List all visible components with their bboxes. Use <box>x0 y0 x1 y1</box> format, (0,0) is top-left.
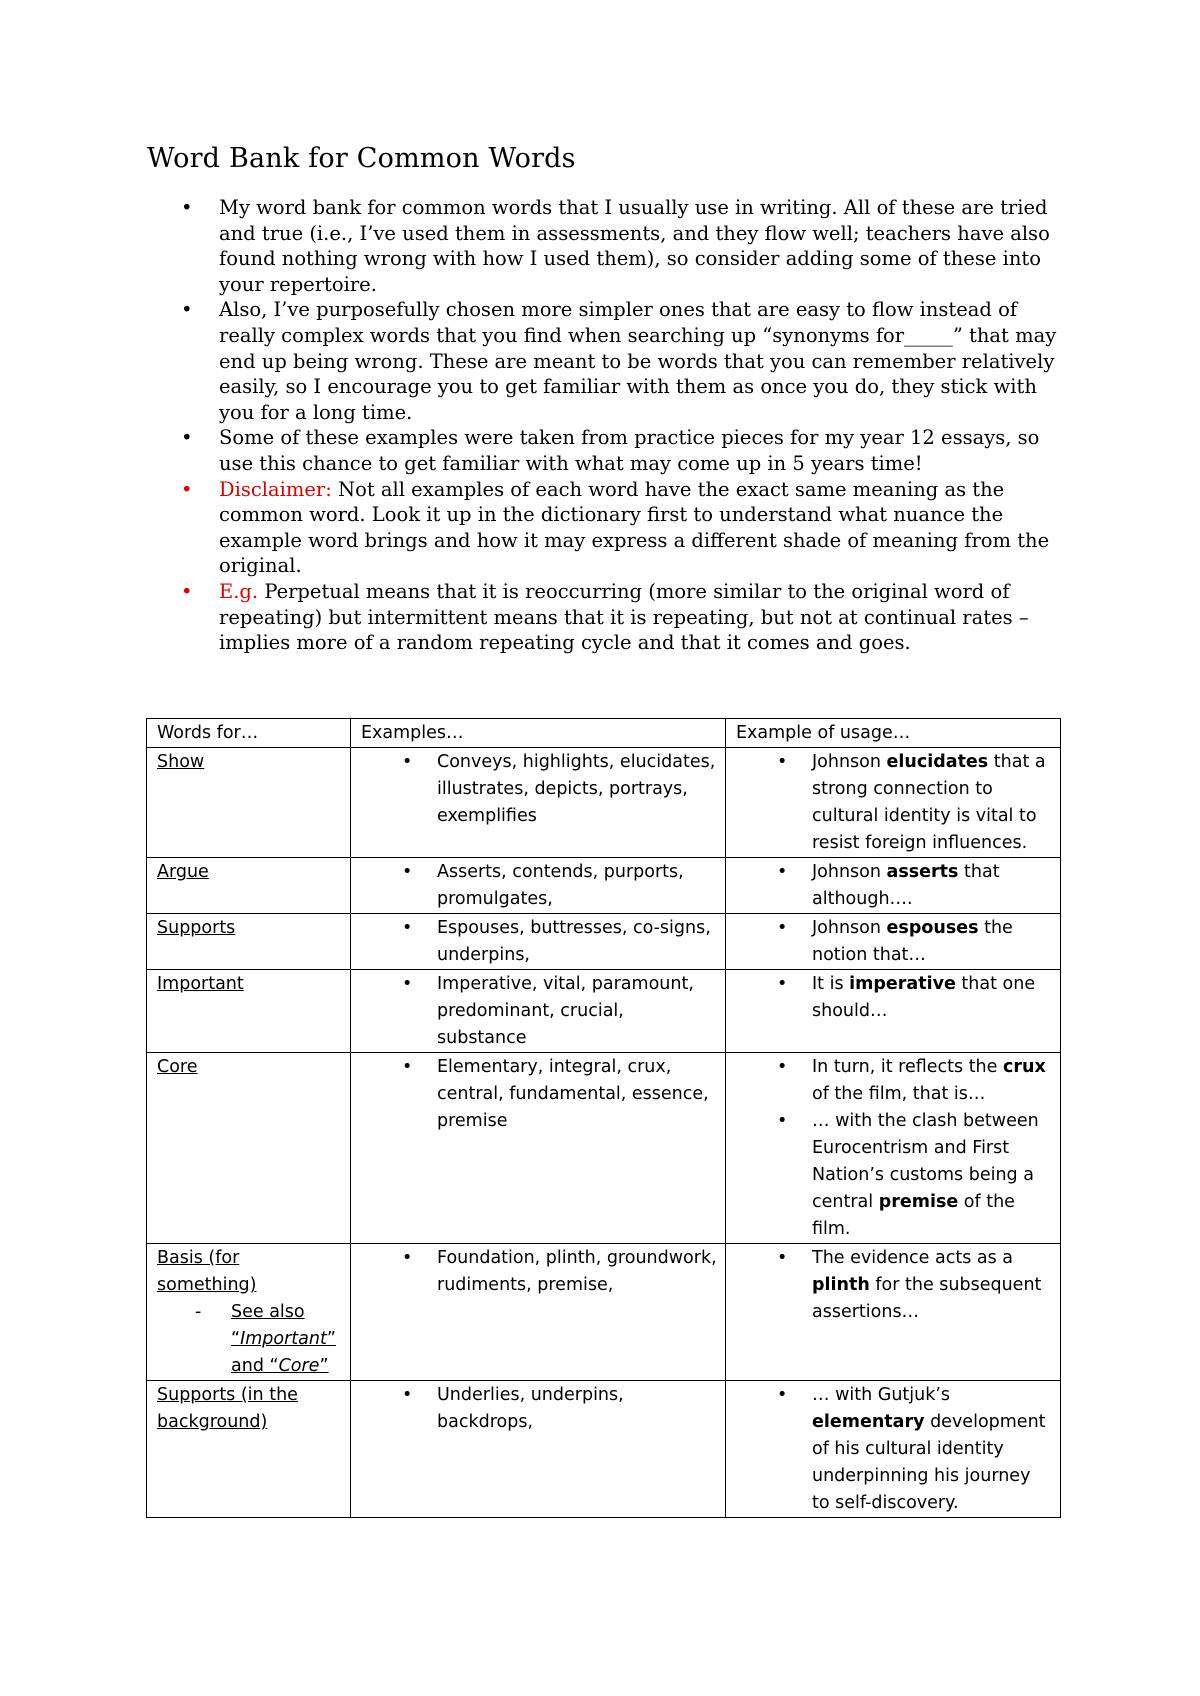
word-label: Core <box>157 1057 198 1077</box>
example-item <box>361 859 717 913</box>
word-label: Show <box>157 752 205 772</box>
examples-list <box>361 1054 717 1135</box>
usage-list <box>736 1054 1052 1243</box>
usage-item: • Johnson asserts that although…. <box>736 859 1052 913</box>
usage-item: • The evidence acts as a plinth for the subsequent assertions… <box>736 1245 1052 1326</box>
bullet-text: Also, I’ve purposefully chosen more simpler ones that are easy to flow instead of really complex words that you find when searching up “synonyms for_____” that may end up being wrong. These are meant to be words that you can remember relatively easily, so I encourage you to get familiar with them as once you do, they stick with you for a long time. <box>219 298 1057 424</box>
bullet-marker: • <box>777 1057 788 1077</box>
see-also-ref: Core <box>278 1356 320 1376</box>
bullet-marker: • <box>181 298 193 322</box>
bullet-marker: • <box>777 918 788 938</box>
table-row <box>147 748 1061 858</box>
examples-cell <box>351 748 726 858</box>
usage-list <box>736 915 1052 969</box>
bullet-text: Some of these examples were taken from practice pieces for my year 12 essays, so use this chance to get familiar with what may come up in 5 years time! <box>219 426 1040 475</box>
bullet-marker: • <box>777 862 788 882</box>
example-text: Underlies, underpins, backdrops, <box>437 1385 624 1432</box>
bullet-text: My word bank for common words that I usually use in writing. All of these are tried and true (i.e., I’ve used them in assessments, and they flow well; teachers have also found nothing wrong with how I used them), so consider adding some of these into your repertoire. <box>219 196 1050 296</box>
bullet-text: Not all examples of each word have the exact same meaning as the common word. Look it up in the dictionary first to understand what nuance the example word brings and how it may express a different shade of meaning from the original. <box>219 477 1050 578</box>
bullet-marker: • <box>181 196 193 219</box>
bullet-marker: • <box>777 1248 788 1268</box>
bullet-marker: • <box>181 426 193 450</box>
usage-list <box>736 1382 1052 1517</box>
header-examples: Examples… <box>351 719 726 748</box>
usage-item: • Johnson elucidates that a strong connection to cultural identity is vital to resist foreign influences. <box>736 749 1052 857</box>
examples-list <box>361 1245 717 1299</box>
usage-cell <box>726 1244 1061 1381</box>
intro-bullet-list <box>147 195 1067 656</box>
examples-cell <box>351 914 726 970</box>
word-label: Argue <box>157 862 209 882</box>
examples-list <box>361 915 717 969</box>
bullet-marker: • <box>777 974 788 994</box>
word-cell <box>147 1244 351 1381</box>
document-title: Word Bank for Common Words <box>147 143 576 174</box>
usage-item: • … with the clash between Eurocentrism and First Nation’s customs being a central premise of the film. <box>736 1108 1052 1243</box>
highlighted-word: crux <box>1002 1057 1046 1077</box>
word-cell <box>147 748 351 858</box>
bullet-marker: • <box>402 974 413 994</box>
usage-cell <box>726 858 1061 914</box>
bullet-marker: • <box>181 477 193 501</box>
table-row <box>147 914 1061 970</box>
highlighted-word: asserts <box>886 862 959 882</box>
examples-cell <box>351 1381 726 1518</box>
examples-list <box>361 1382 717 1436</box>
bullet-label: E.g. <box>219 579 259 603</box>
table-header-row <box>147 719 1061 748</box>
intro-bullet-item <box>147 425 1067 476</box>
example-text: Asserts, contends, purports, promulgates, <box>437 862 684 909</box>
usage-item: • Johnson espouses the notion that… <box>736 915 1052 969</box>
usage-cell <box>726 748 1061 858</box>
bullet-marker: • <box>777 1111 788 1131</box>
usage-cell <box>726 914 1061 970</box>
example-text: Imperative, vital, paramount, predominant, crucial, substance <box>437 974 694 1048</box>
bullet-marker: • <box>181 579 193 603</box>
highlighted-word: premise <box>878 1192 959 1212</box>
example-text: Espouses, buttresses, co-signs, underpins, <box>437 918 711 965</box>
word-cell <box>147 1053 351 1244</box>
header-example-usage: Example of usage… <box>726 719 1061 748</box>
usage-list <box>736 1245 1052 1326</box>
word-cell <box>147 970 351 1053</box>
table-row <box>147 1381 1061 1518</box>
see-also-ref: Important <box>240 1329 327 1349</box>
example-item <box>361 1245 717 1299</box>
examples-list <box>361 749 717 830</box>
bullet-marker: • <box>777 752 788 772</box>
bullet-marker: • <box>402 1385 413 1405</box>
intro-bullet-item <box>147 579 1067 656</box>
highlighted-word: espouses <box>886 918 979 938</box>
example-item <box>361 1382 717 1436</box>
usage-list <box>736 971 1052 1025</box>
example-item <box>361 915 717 969</box>
word-label: Basis (for something) <box>157 1248 257 1295</box>
bullet-text: Perpetual means that it is reoccurring (more similar to the original word of repeating) but intermittent means that it is repeating, but not at continual rates – implies more of a random repeating cycle and that it comes and goes. <box>219 579 1029 655</box>
examples-cell <box>351 970 726 1053</box>
usage-list <box>736 749 1052 857</box>
word-label: Important <box>157 974 244 994</box>
intro-bullet-item <box>147 297 1067 425</box>
example-text: Elementary, integral, crux, central, fundamental, essence, premise <box>437 1057 709 1131</box>
table-row <box>147 970 1061 1053</box>
word-cell <box>147 914 351 970</box>
usage-cell <box>726 1053 1061 1244</box>
examples-list <box>361 859 717 913</box>
word-label: Supports <box>157 918 236 938</box>
table-row <box>147 1053 1061 1244</box>
examples-list <box>361 971 717 1052</box>
usage-cell <box>726 970 1061 1053</box>
word-cell <box>147 1381 351 1518</box>
bullet-marker: • <box>402 1057 413 1077</box>
usage-list <box>736 859 1052 913</box>
highlighted-word: plinth <box>812 1275 870 1295</box>
bullet-marker: • <box>402 752 413 772</box>
word-bank-table <box>146 718 1061 1518</box>
word-cell <box>147 858 351 914</box>
usage-item: • It is imperative that one should… <box>736 971 1052 1025</box>
intro-bullet-item <box>147 477 1067 579</box>
table-row <box>147 1244 1061 1381</box>
examples-cell <box>351 858 726 914</box>
bullet-marker: • <box>402 1248 413 1268</box>
examples-cell <box>351 1244 726 1381</box>
header-words-for: Words for… <box>147 719 351 748</box>
see-also-item: - See also “Important” and “Core” <box>157 1299 342 1380</box>
usage-item: • … with Gutjuk’s elementary development of his cultural identity underpinning his journey to self-discovery. <box>736 1382 1052 1517</box>
example-item <box>361 971 717 1052</box>
see-also-list <box>157 1299 342 1380</box>
example-text: Conveys, highlights, elucidates, illustrates, depicts, portrays, exemplifies <box>437 752 716 826</box>
bullet-marker: • <box>402 918 413 938</box>
example-text: Foundation, plinth, groundwork, rudiments, premise, <box>437 1248 717 1295</box>
example-item <box>361 1054 717 1135</box>
highlighted-word: elucidates <box>886 752 989 772</box>
intro-bullet-item <box>147 195 1067 297</box>
table-row <box>147 858 1061 914</box>
usage-item: • In turn, it reflects the crux of the film, that is… <box>736 1054 1052 1108</box>
bullet-marker: • <box>402 862 413 882</box>
examples-cell <box>351 1053 726 1244</box>
usage-cell <box>726 1381 1061 1518</box>
example-item <box>361 749 717 830</box>
bullet-label: Disclaimer: <box>219 477 332 501</box>
highlighted-word: elementary <box>812 1412 925 1432</box>
dash-marker: - <box>195 1302 202 1322</box>
word-label: Supports (in the background) <box>157 1385 298 1432</box>
highlighted-word: imperative <box>849 974 956 994</box>
bullet-marker: • <box>777 1385 788 1405</box>
